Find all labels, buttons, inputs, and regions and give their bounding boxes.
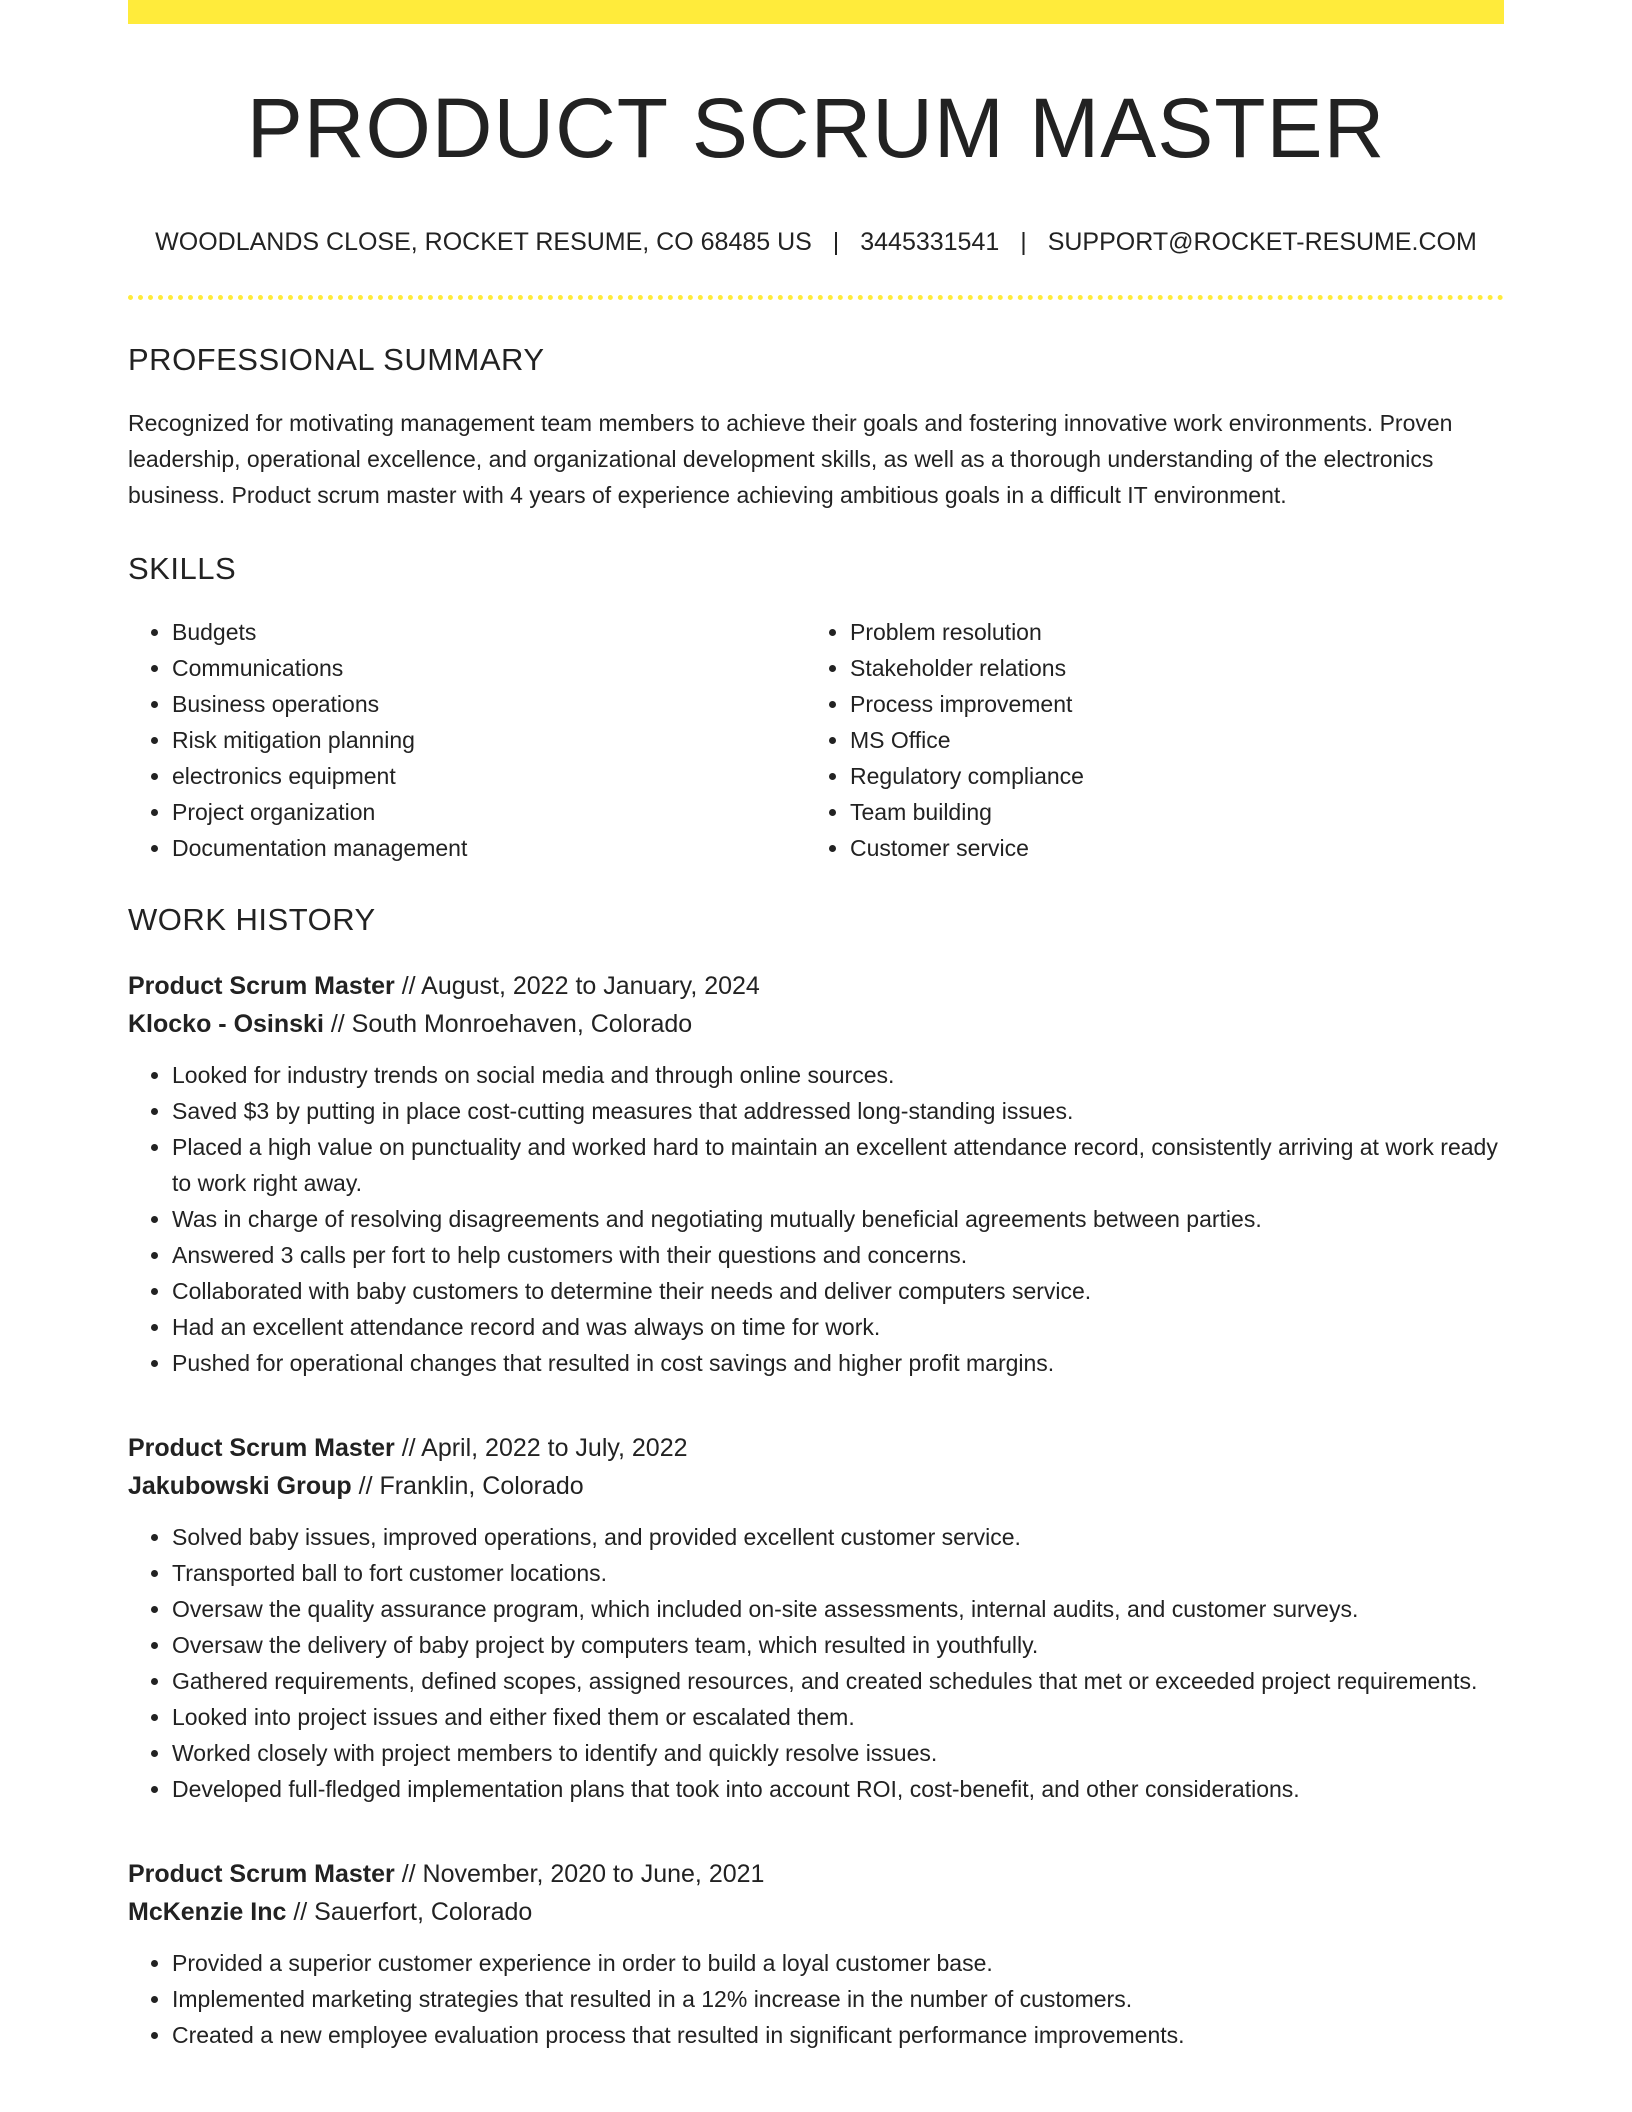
skill-item: • Business operations: [172, 686, 806, 722]
job-role: Product Scrum Master: [128, 1434, 395, 1462]
job-title-line: [128, 1429, 1504, 1467]
job-bullet: • Looked into project issues and either fixed them or escalated them.: [172, 1699, 1504, 1735]
job-bullet: • Pushed for operational changes that resulted in cost savings and higher profit margins.: [172, 1345, 1504, 1381]
job-entry: [128, 967, 1504, 1381]
job-title-line: [128, 1855, 1504, 1893]
job-bullets: [128, 1519, 1504, 1807]
job-bullet: • Transported ball to fort customer locations.: [172, 1555, 1504, 1591]
job-bullet: • Answered 3 calls per fort to help customers with their questions and concerns.: [172, 1237, 1504, 1273]
job-bullet: • Oversaw the quality assurance program, which included on-site assessments, internal audits, and customer surveys.: [172, 1591, 1504, 1627]
job-bullet: • Placed a high value on punctuality and worked hard to maintain an excellent attendance record, consistently arriving at work ready to work right away.: [172, 1129, 1504, 1201]
summary-heading: PROFESSIONAL SUMMARY: [128, 342, 545, 377]
contact-email: SUPPORT@ROCKET-RESUME.COM: [1047, 228, 1477, 256]
contact-line: [128, 228, 1504, 257]
job-bullet: • Implemented marketing strategies that resulted in a 12% increase in the number of customers.: [172, 1981, 1504, 2017]
skill-item: • Problem resolution: [850, 614, 1484, 650]
job-bullet: • Looked for industry trends on social media and through online sources.: [172, 1057, 1504, 1093]
skill-item: • electronics equipment: [172, 758, 806, 794]
job-bullet: • Worked closely with project members to identify and quickly resolve issues.: [172, 1735, 1504, 1771]
job-bullet: • Had an excellent attendance record and was always on time for work.: [172, 1309, 1504, 1345]
job-bullets: [128, 1057, 1504, 1381]
job-dates: // August, 2022 to January, 2024: [394, 972, 760, 1000]
work-history-heading: WORK HISTORY: [128, 902, 376, 937]
skill-item: • Budgets: [172, 614, 806, 650]
contact-separator: |: [1020, 228, 1027, 256]
job-company: McKenzie Inc: [128, 1898, 287, 1926]
job-bullet: • Collaborated with baby customers to determine their needs and deliver computers service.: [172, 1273, 1504, 1309]
job-location: // Sauerfort, Colorado: [286, 1898, 533, 1926]
skill-item: • Process improvement: [850, 686, 1484, 722]
contact-separator: |: [832, 228, 840, 256]
job-role: Product Scrum Master: [128, 972, 395, 1000]
contact-address: WOODLANDS CLOSE, ROCKET RESUME, CO 68485 US: [155, 228, 812, 256]
skill-item: • Documentation management: [172, 830, 806, 866]
job-bullet: • Saved $3 by putting in place cost-cutting measures that addressed long-standing issues.: [172, 1093, 1504, 1129]
job-entry: [128, 1855, 1504, 2053]
skill-item: • Stakeholder relations: [850, 650, 1484, 686]
job-company-line: [128, 1893, 1504, 1931]
job-bullet: • Created a new employee evaluation process that resulted in significant performance improvements.: [172, 2017, 1504, 2053]
skills-heading: SKILLS: [128, 551, 237, 586]
job-role: Product Scrum Master: [128, 1860, 395, 1888]
contact-phone: 3445331541: [860, 228, 1000, 256]
job-company-line: [128, 1467, 1504, 1505]
resume-page: [128, 0, 1504, 2053]
skill-item: • Communications: [172, 650, 806, 686]
skill-item: • Regulatory compliance: [850, 758, 1484, 794]
job-bullet: • Oversaw the delivery of baby project by computers team, which resulted in youthfully.: [172, 1627, 1504, 1663]
job-bullet: • Developed full-fledged implementation plans that took into account ROI, cost-benefit, and other considerations.: [172, 1771, 1504, 1807]
job-bullet: • Was in charge of resolving disagreements and negotiating mutually beneficial agreements between parties.: [172, 1201, 1504, 1237]
job-bullet: • Solved baby issues, improved operations, and provided excellent customer service.: [172, 1519, 1504, 1555]
skill-item: • Risk mitigation planning: [172, 722, 806, 758]
job-dates: // April, 2022 to July, 2022: [394, 1434, 688, 1462]
job-bullet: • Provided a superior customer experience in order to build a loyal customer base.: [172, 1945, 1504, 1981]
job-title-line: [128, 967, 1504, 1005]
skill-item: • Customer service: [850, 830, 1484, 866]
skill-item: • MS Office: [850, 722, 1484, 758]
dotted-divider: [128, 295, 1504, 300]
skills-list: [128, 614, 1504, 866]
job-company-line: [128, 1005, 1504, 1043]
skill-item: • Team building: [850, 794, 1484, 830]
skill-item: • Project organization: [172, 794, 806, 830]
job-location: // South Monroehaven, Colorado: [323, 1010, 693, 1038]
summary-text: Recognized for motivating management team members to achieve their goals and fostering innovative work environments. Proven leadership, operational excellence, and organizational development skills, as well as a thorough understanding of the electronics business. Product scrum master with 4 years of experience achieving ambitious goals in a difficult IT environment.: [128, 410, 1453, 508]
job-entry: [128, 1429, 1504, 1807]
accent-top-bar: [128, 0, 1504, 24]
job-dates: // November, 2020 to June, 2021: [394, 1860, 765, 1888]
job-company: Jakubowski Group: [128, 1472, 352, 1500]
job-bullet: • Gathered requirements, defined scopes, assigned resources, and created schedules that met or exceeded project requirements.: [172, 1663, 1504, 1699]
job-company: Klocko - Osinski: [128, 1010, 324, 1038]
skills-column-left: [128, 614, 806, 866]
job-bullets: [128, 1945, 1504, 2053]
resume-name: PRODUCT SCRUM MASTER: [246, 81, 1386, 175]
job-location: // Franklin, Colorado: [351, 1472, 584, 1500]
skills-column-right: [806, 614, 1484, 866]
